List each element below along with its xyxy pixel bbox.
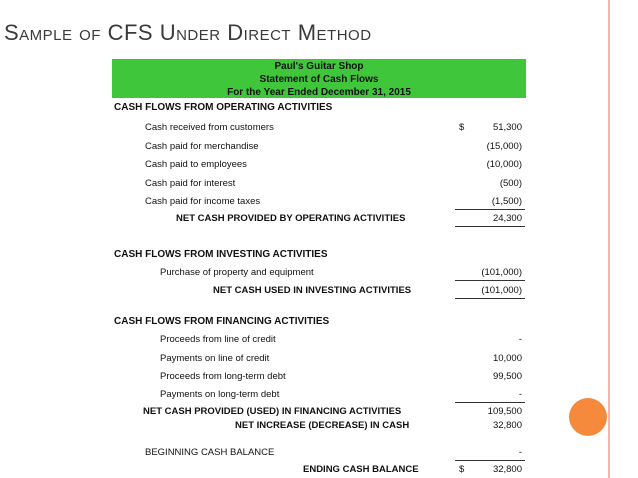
accent-circle: [569, 398, 607, 436]
net-increase-label: NET INCREASE (DECREASE) IN CASH: [235, 420, 410, 431]
operating-item-amount: (1,500): [491, 196, 522, 207]
subtotal-rule: [455, 460, 525, 461]
operating-item-label: Cash paid to employees: [145, 159, 247, 170]
operating-heading: CASH FLOWS FROM OPERATING ACTIVITIES: [114, 102, 333, 113]
operating-item-amount: 51,300: [492, 122, 522, 133]
operating-item-label: Cash paid for merchandise: [145, 141, 259, 152]
investing-item-amount: (101,000): [481, 267, 522, 278]
statement-period: For the Year Ended December 31, 2015: [227, 87, 411, 98]
company-name: Paul's Guitar Shop: [274, 61, 364, 72]
financing-item-label: Payments on line of credit: [160, 353, 270, 364]
operating-item-label: Cash paid for income taxes: [145, 196, 261, 207]
total-rule: [455, 226, 525, 227]
statement-header: [112, 59, 526, 98]
total-rule: [455, 298, 525, 299]
subtotal-rule: [455, 209, 525, 210]
ending-balance-amount: 32,800: [492, 464, 522, 475]
slide-title: Sample of CFS Under Direct Method: [4, 20, 372, 45]
operating-item-amount: (15,000): [486, 141, 522, 152]
operating-total-label: NET CASH PROVIDED BY OPERATING ACTIVITIES: [176, 213, 406, 224]
financing-total-amount: 109,500: [487, 406, 522, 417]
financing-item-amount: -: [518, 334, 522, 345]
subtotal-rule: [455, 280, 525, 281]
ending-balance-label: ENDING CASH BALANCE: [303, 464, 419, 475]
beginning-balance-label: BEGINNING CASH BALANCE: [145, 447, 275, 458]
financing-item-label: Proceeds from line of credit: [160, 334, 276, 345]
currency-symbol: $: [459, 464, 465, 475]
subtotal-rule: [455, 402, 525, 403]
net-increase-amount: 32,800: [492, 420, 522, 431]
investing-total-amount: (101,000): [481, 285, 522, 296]
investing-total-label: NET CASH USED IN INVESTING ACTIVITIES: [213, 285, 412, 296]
operating-item-amount: (10,000): [486, 159, 522, 170]
investing-heading: CASH FLOWS FROM INVESTING ACTIVITIES: [114, 249, 328, 260]
financing-item-amount: 10,000: [492, 353, 522, 364]
financing-item-amount: -: [518, 389, 522, 400]
financing-item-label: Payments on long-term debt: [160, 389, 280, 400]
operating-item-label: Cash paid for interest: [145, 178, 236, 189]
operating-total-amount: 24,300: [492, 213, 522, 224]
financing-heading: CASH FLOWS FROM FINANCING ACTIVITIES: [114, 316, 330, 327]
slide-right-border: [608, 0, 610, 478]
financing-item-amount: 99,500: [492, 371, 522, 382]
operating-item-amount: (500): [499, 178, 522, 189]
investing-item-label: Purchase of property and equipment: [160, 267, 314, 278]
operating-item-label: Cash received from customers: [145, 122, 274, 133]
financing-total-label: NET CASH PROVIDED (USED) IN FINANCING ACTIVITIES: [143, 406, 402, 417]
statement-name: Statement of Cash Flows: [259, 74, 379, 85]
financing-item-label: Proceeds from long-term debt: [160, 371, 286, 382]
currency-symbol: $: [459, 122, 465, 133]
beginning-balance-amount: -: [518, 447, 522, 458]
